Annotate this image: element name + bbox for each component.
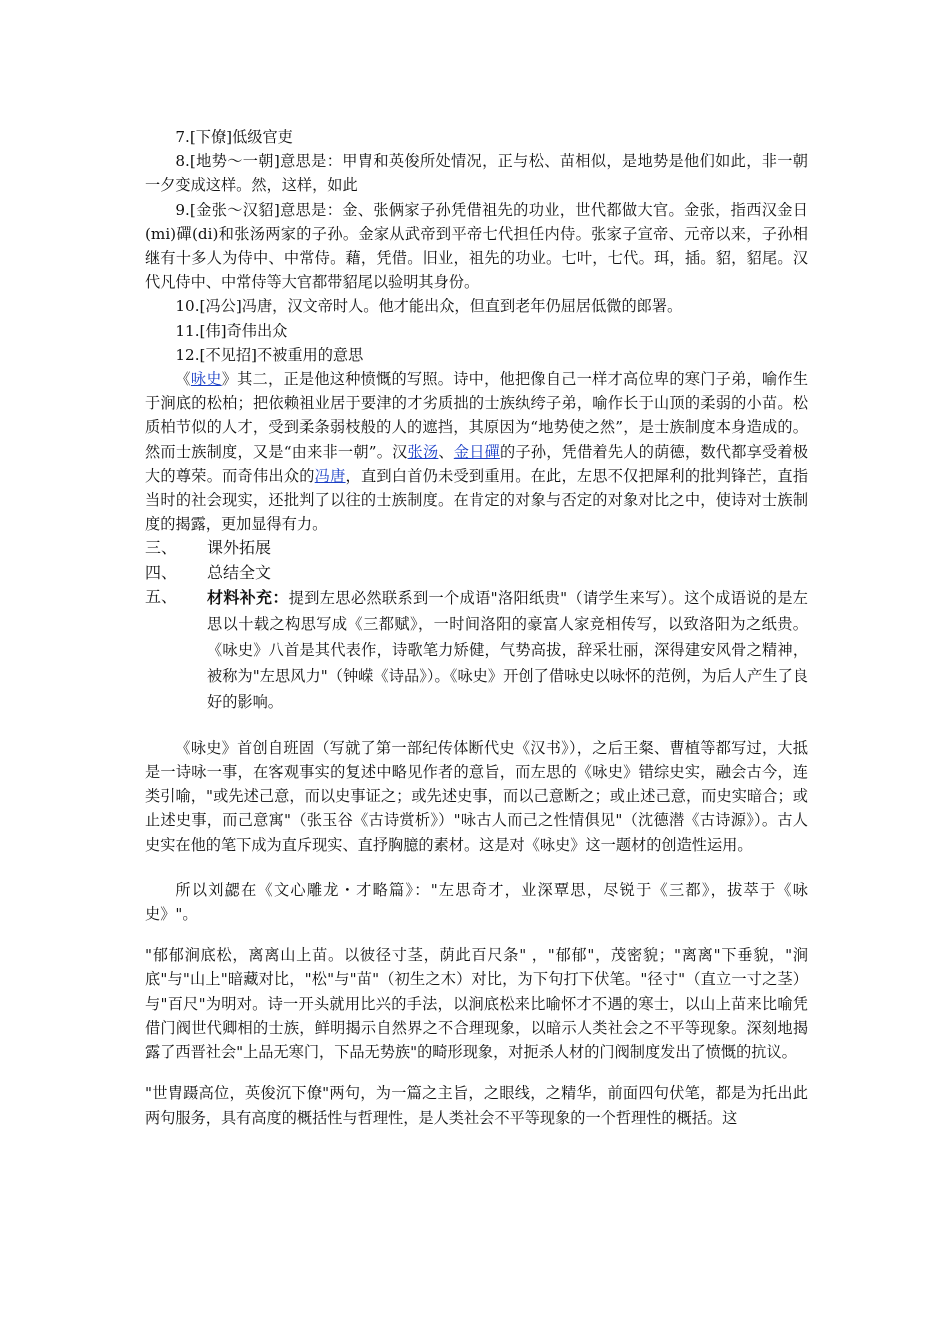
note-7: 7.[下僚]低级官吏 <box>175 128 293 146</box>
body-paragraph-4: "世胄蹑高位，英俊沉下僚"两句，为一篇之主旨，之眼线，之精华，前面四句伏笔，都是为托出此两句服务，具有高度的概括性与哲理性，是人类社会不平等现象的一个哲理性的概括。这 <box>145 1084 808 1127</box>
supplement-text: 提到左思必然联系到一个成语"洛阳纸贵"（请学生来写）。这个成语说的是左思以十载之构思写成《三都赋》，一时间洛阳的豪富人家竞相传写，以致洛阳为之纸贵。《咏史》八首是其代表作，诗歌笔力矫健，气势高拔，辞采壮丽，深得建安风骨之精神，被称为"左思风力"（钟嵘《诗品》）。《咏史》开创了借咏史以咏怀的范例，为后人产生了良好的影响。 <box>207 588 808 711</box>
note-10: 10.[冯公]冯唐，汉文帝时人。他才能出众，但直到老年仍屈居低微的郎署。 <box>175 297 683 316</box>
analysis-paragraph <box>145 367 808 536</box>
section-title: 总结全文 <box>207 562 272 582</box>
body-paragraph-3: "郁郁涧底松，离离山上苗。以彼径寸茎，荫此百尺条" ，"郁郁"，茂密貌；"离离"下垂貌，"涧底"与"山上"暗藏对比，"松"与"苗"（初生之木）对比，为下句打下伏笔。"径寸"（直立一寸之茎）与"百尺"为明对。诗一开头就用比兴的手法，以涧底松来比喻怀才不遇的寒士，以山上苗来比喻凭借门阀世代卿相的士族，鲜明揭示自然界之不合理现象，以暗示人类社会之不平等现象。深刻地揭露了西晋社会"上品无寒门，下品无势族"的畸形现象，对扼杀人材的门阀制度发出了愤慨的抗议。 <box>145 946 808 1062</box>
link-zhangtang[interactable]: 张汤 <box>407 442 439 461</box>
section-heading-3 <box>145 536 808 560</box>
note-9: 9.[金张～汉貂]意思是：金、张俩家子孙凭借祖先的功业，世代都做大官。金张，指西汉金日(mi)磾(di)和张汤两家的子孙。金家从武帝到平帝七代担任内侍。张家子宣帝、元帝以来，子孙相继有十多人为侍中、中常侍。藉，凭借。旧业，祖先的功业。七叶，七代。珥，插。貂，貂尾。汉代凡侍中、中常侍等大官都带貂尾以验明其身份。 <box>145 200 808 292</box>
analysis-text-1: 》其二，正是他这种愤慨的写照。诗中，他把像自己一样才高位卑的寒门子弟，喻作生于涧底的松柏；把依赖祖业居于要津的才劣质拙的士族纨绔子弟，喻作长于山顶的柔弱的小苗。松质柏节似的人才，受到柔条弱枝般的人的遮挡，其原因为“地势使之然”，是士族制度本身造成的。然而士族制度，又是“由来非一朝”。汉 <box>145 370 809 461</box>
link-yongshi[interactable]: 咏史 <box>190 370 222 389</box>
spacer <box>145 715 808 736</box>
section-heading-5 <box>145 585 808 715</box>
spacer <box>145 1064 808 1081</box>
supplement-body <box>207 585 808 715</box>
section-number: 四、 <box>145 562 178 582</box>
document-page <box>145 125 808 1130</box>
link-fengtang[interactable]: 冯唐 <box>314 466 346 485</box>
body-paragraph-2: 所以刘勰在《文心雕龙・才略篇》："左思奇才，业深覃思，尽锐于《三都》，拔萃于《咏史》"。 <box>145 880 808 924</box>
spacer <box>145 926 808 943</box>
analysis-text-3: ，直到白首仍未受到重用。在此，左思不仅把犀利的批判锋芒，直指当时的社会现实，还批判了以往的士族制度。在肯定的对象与否定的对象对比之中，使诗对士族制度的揭露，更加显得有力。 <box>145 466 809 534</box>
note-11: 11.[伟]奇伟出众 <box>175 321 288 340</box>
analysis-open-quote: 《 <box>175 370 191 389</box>
section-heading-4 <box>145 561 808 585</box>
section-title: 课外拓展 <box>207 538 272 558</box>
section-number: 三、 <box>145 538 178 558</box>
link-jinridi[interactable]: 金日磾 <box>453 442 501 461</box>
supplement-label: 材料补充： <box>207 587 289 607</box>
spacer <box>145 857 808 878</box>
section-number: 五、 <box>145 586 178 606</box>
note-12: 12.[不见招]不被重用的意思 <box>175 345 364 364</box>
body-paragraph-1: 《咏史》首创自班固（写就了第一部纪传体断代史《汉书》），之后王粲、曹植等都写过，大抵是一诗咏一事，在客观事实的复述中略见作者的意旨，而左思的《咏史》错综史实，融会古今，连类引喻，"或先述己意，而以史事证之；或先述史事，而以己意断之；或止述己意，而史实暗合；或止述史事，而己意寓"（张玉谷《古诗赏析》）"咏古人而己之性情俱见"（沈德潜《古诗源》）。古人史实在他的笔下成为直斥现实、直抒胸臆的素材。这是对《咏史》这一题材的创造性运用。 <box>145 738 808 854</box>
analysis-separator: 、 <box>438 442 454 461</box>
note-8: 8.[地势～一朝]意思是：甲胄和英俊所处情况，正与松、苗相似，是地势是他们如此，非一朝一夕变成这样。然，这样，如此 <box>145 152 808 195</box>
analysis-text-2: 的子孙，凭借着先人的荫德，数代都享受着极大的尊荣。而奇伟出众的 <box>145 442 809 485</box>
